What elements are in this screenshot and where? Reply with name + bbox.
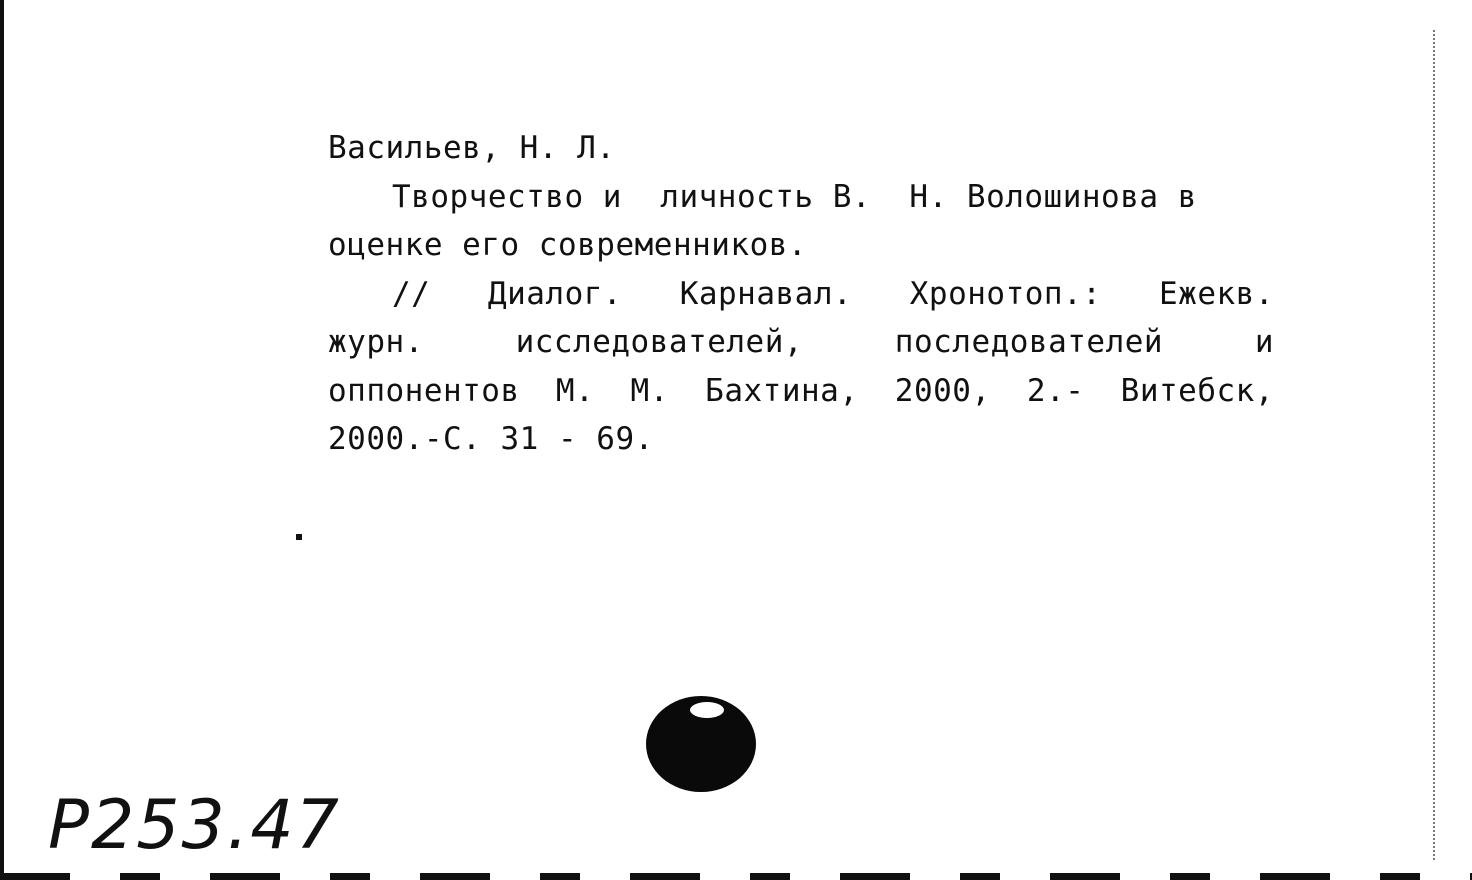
title-line-1: Творчество и личность В. Н. Волошинова в xyxy=(392,178,1197,215)
source-line-1: // Диалог. Карнавал. Хронотоп.: Ежекв. xyxy=(392,275,1274,312)
source-line-2: журн. исследователей, последователей и xyxy=(328,324,1274,360)
author-line: Васильев, Н. Л. xyxy=(328,130,616,166)
card-bottom-edge xyxy=(0,873,1472,880)
title-line-2: оценке его современников. xyxy=(328,227,808,263)
bibliographic-entry xyxy=(328,124,1274,464)
card-right-edge xyxy=(1433,30,1437,860)
punch-hole xyxy=(646,696,756,792)
source-line-3: оппонентов М. М. Бахтина, 2000, 2.- Витебск, xyxy=(328,372,1274,409)
card-left-edge xyxy=(0,0,4,880)
ink-speck xyxy=(296,534,302,540)
handwritten-call-number: Р253.47 xyxy=(48,786,341,865)
source-line-4: 2000.-С. 31 - 69. xyxy=(328,421,654,457)
